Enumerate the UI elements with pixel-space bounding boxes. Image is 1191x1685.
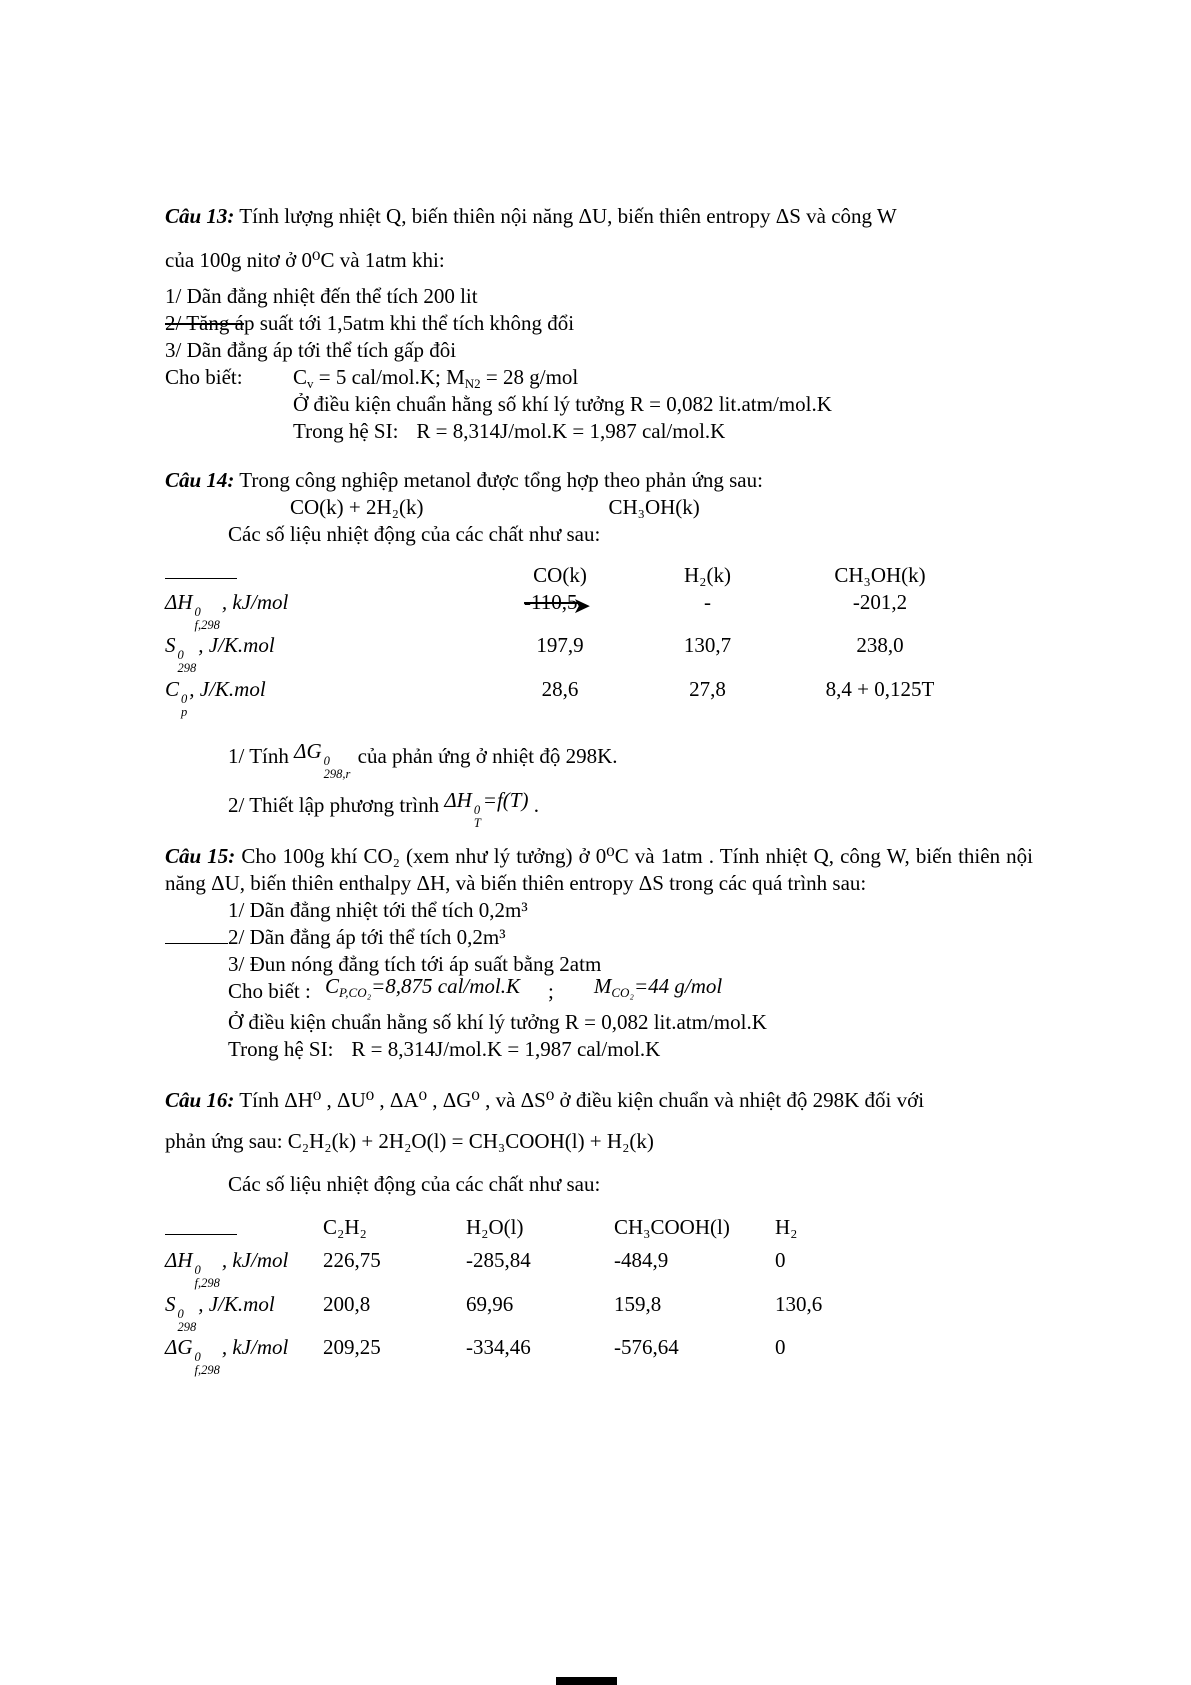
row-label-s: [165, 632, 480, 675]
math-sup: 0: [473, 803, 481, 817]
math-symbol: M: [593, 974, 612, 999]
math-unit: , J/K.mol: [198, 633, 275, 658]
table-row: [165, 1247, 1033, 1290]
cau13-cho-biet-label: Cho biết:: [165, 365, 243, 389]
math-symbol: ΔH: [165, 1248, 193, 1273]
math-unit: , kJ/mol: [221, 590, 289, 614]
cau16-table: [165, 1214, 1033, 1377]
row-label-dh: [165, 1247, 323, 1290]
table-header: H₂(k): [684, 563, 731, 587]
cau14-reaction: [165, 494, 1033, 521]
math-supsub: [195, 606, 220, 632]
cau15-body-text: Cho 100g khí CO₂ (xem như lý tưởng) ở 0⁰C và 1atm . Tính nhiệt Q, công W, biến thiên nội năng ΔU, biến thiên enthalpy ΔH, và biến thiên entropy ΔS trong các quá trình sau:: [165, 844, 1034, 896]
cau14-heading: [165, 467, 1033, 494]
cau13-si-line: [293, 418, 1033, 445]
math-supsub: [178, 1308, 197, 1334]
math-sub: T: [473, 816, 481, 831]
math-unit: , kJ/mol: [221, 1334, 289, 1359]
cau14-question-1: [228, 738, 1033, 786]
math-symbol: ΔG: [165, 1334, 193, 1359]
margin-rule: [165, 1234, 237, 1235]
cv-value-text: = 5 cal/mol.K; M: [313, 365, 465, 389]
math-sub: P,CO₂: [339, 985, 372, 1001]
table-cell: 130,6: [775, 1291, 823, 1316]
math-supsub: [195, 1264, 220, 1290]
math-unit: , J/K.mol: [198, 1291, 275, 1316]
cau13-si-value: R = 8,314J/mol.K = 1,987 cal/mol.K: [416, 419, 726, 443]
table-cell: [480, 589, 640, 619]
mn2-subscript: N2: [464, 376, 481, 391]
math-symbol: S: [165, 633, 176, 658]
page-content: [165, 203, 1033, 1377]
margin-rule: [165, 941, 228, 944]
math-sup: 0: [194, 1263, 201, 1278]
math-supsub: [474, 804, 481, 830]
cau13-label: Câu 13:: [165, 204, 235, 228]
math-symbol: ΔH: [165, 590, 193, 614]
margin-rule: [165, 578, 237, 579]
cau16-label: Câu 16:: [165, 1088, 235, 1113]
math-sub: 298,r: [323, 766, 351, 781]
cau15-item2-text: 2/ Dãn đẳng áp tới thể tích 0,2m³: [228, 925, 506, 950]
q2-pre-text: 2/ Thiết lập phương trình: [228, 793, 445, 817]
math-unit: , kJ/mol: [221, 1248, 289, 1273]
table-cell: 28,6: [541, 676, 579, 701]
cv-symbol: C: [293, 365, 308, 389]
table-header: CO(k): [533, 563, 587, 587]
cau15-label: Câu 15:: [165, 844, 236, 869]
table-row: [165, 632, 1033, 675]
cau14-data-intro: Các số liệu nhiệt động của các chất như sau:: [228, 522, 601, 546]
table-row: [165, 589, 1033, 632]
math-unit: , J/K.mol: [189, 676, 266, 701]
table-row: [165, 1334, 1033, 1377]
table-cell: 159,8: [614, 1291, 662, 1316]
strike-arrow-icon: ➤: [572, 594, 591, 619]
cau15-body: [165, 897, 1033, 1063]
table-cell: 209,25: [323, 1334, 381, 1359]
q1-pre-text: 1/ Tính: [228, 743, 295, 768]
row-label-dg: [165, 1334, 323, 1377]
cau14-table: [165, 562, 1033, 719]
cau13-item-1: 1/ Dãn đẳng nhiệt đến thể tích 200 lit: [165, 284, 478, 308]
math-sub: 298: [177, 661, 197, 676]
table-cell: 226,75: [323, 1248, 381, 1273]
table-cell: 130,7: [683, 633, 732, 658]
reaction-right: CH₃OH(k): [608, 495, 700, 519]
table-cell: 8,4 + 0,125T: [825, 676, 935, 701]
table-header-row: [165, 1214, 1033, 1247]
math-sub: 298: [177, 1319, 197, 1334]
table-cell: 27,8: [689, 676, 726, 701]
table-header: C₂H₂: [323, 1215, 367, 1240]
cau15-item-1: 1/ Dãn đẳng nhiệt tới thể tích 0,2m³: [228, 898, 528, 923]
table-cell: 238,0: [856, 633, 904, 658]
cau13-standard-line: Ở điều kiện chuẩn hằng số khí lý tưởng R = 0,082 lit.atm/mol.K: [293, 392, 832, 416]
cau14-question-2: [228, 788, 1033, 835]
row-label-s: [165, 1291, 323, 1334]
cau15-cho-biet-line: [228, 974, 1033, 1009]
cp-co2-math: [325, 973, 520, 1000]
math-sup: 0: [177, 1306, 184, 1321]
math-rest: =8,875 cal/mol.K: [371, 974, 521, 999]
cau15-heading: [165, 843, 1033, 897]
footer-mark: [556, 1677, 617, 1685]
table-header: CH₃OH(k): [834, 563, 926, 587]
table-cell: -334,46: [466, 1334, 531, 1359]
cau13-item-2: [165, 310, 1033, 337]
table-cell: 200,8: [323, 1291, 371, 1316]
cau15-standard-line: Ở điều kiện chuẩn hằng số khí lý tưởng R = 0,082 lit.atm/mol.K: [228, 1010, 767, 1035]
math-symbol: S: [165, 1291, 176, 1316]
cau13-cho-biet-line: [165, 364, 1033, 391]
table-cell: 0: [775, 1248, 786, 1273]
math-sub: f,298: [194, 1362, 220, 1377]
reaction-left: CO(k) + 2H₂(k): [290, 495, 424, 519]
cau16-heading: [165, 1087, 1033, 1114]
cau13-heading-line2: của 100g nitơ ở 0⁰C và 1atm khi:: [165, 248, 445, 272]
math-sup: 0: [194, 1349, 201, 1364]
dg-math: [294, 738, 352, 781]
cau16-heading-text: Tính ΔH⁰ , ΔU⁰ , ΔA⁰ , ΔG⁰ , và ΔS⁰ ở điều kiện chuẩn và nhiệt độ 298K đối với: [234, 1088, 925, 1113]
cau15-si-line: [228, 1036, 1033, 1063]
cau13-item-3: 3/ Dãn đẳng áp tới thể tích gấp đôi: [165, 338, 457, 362]
table-header: H₂O(l): [466, 1215, 524, 1240]
cau13-heading-text: Tính lượng nhiệt Q, biến thiên nội năng ΔU, biến thiên entropy ΔS và công W: [234, 204, 897, 228]
math-sup: 0: [194, 605, 201, 619]
math-supsub: [181, 693, 187, 719]
cau13-item2-rest-text: p suất tới 1,5atm khi thể tích không đổi: [243, 311, 575, 335]
math-supsub: [195, 1351, 220, 1377]
cau13-heading: [165, 203, 1033, 230]
math-supsub: [178, 649, 197, 675]
table-cell: 197,9: [536, 633, 584, 658]
table-cell: -: [704, 590, 711, 614]
table-cell: 0: [775, 1334, 786, 1359]
math-supsub: [324, 755, 351, 781]
math-sup: 0: [323, 753, 330, 768]
m-co2-math: [594, 973, 722, 1000]
math-sub: f,298: [194, 1276, 220, 1291]
math-sup: 0: [177, 648, 184, 663]
cau15-item-2: [165, 924, 1033, 951]
math-rest: =44 g/mol: [633, 974, 723, 999]
mn2-value-text: = 28 g/mol: [480, 365, 579, 389]
cau14-heading-text: Trong công nghiệp metanol được tổng hợp theo phản ứng sau:: [234, 468, 763, 492]
cau16-data-intro: Các số liệu nhiệt động của các chất như sau:: [228, 1172, 601, 1197]
table-cell: -576,64: [614, 1334, 679, 1359]
math-sup: 0: [181, 691, 188, 706]
math-sub: CO₂: [611, 985, 634, 1001]
cau13-si-label: Trong hệ SI:: [293, 419, 399, 443]
cau16-reaction-line: phản ứng sau: C₂H₂(k) + 2H₂O(l) = CH₃COOH(l) + H₂(k): [165, 1129, 654, 1154]
math-sub: f,298: [194, 618, 220, 633]
table-row: [165, 676, 1033, 719]
table-row: [165, 1291, 1033, 1334]
math-symbol: ΔH: [444, 788, 472, 812]
cau13-item2-struck-text: 2/ Tăng á: [165, 311, 244, 335]
q1-post-text: của phản ứng ở nhiệt độ 298K.: [352, 743, 618, 768]
math-sub: p: [181, 704, 188, 719]
table-header: H₂: [775, 1215, 798, 1240]
cau15-si-label: Trong hệ SI:: [228, 1037, 334, 1062]
table-header-row: [165, 562, 1033, 589]
dh-ft-math: [444, 787, 528, 830]
cau15-item-3: 3/ Đun nóng đẳng tích tới áp suất bằng 2atm: [228, 952, 602, 977]
q2-post-text: .: [528, 793, 539, 817]
math-rest: =f(T): [482, 788, 529, 812]
math-symbol: C: [325, 974, 340, 999]
table-cell: 69,96: [466, 1291, 514, 1316]
table-cell: -201,2: [852, 590, 908, 614]
cau15-si-value: R = 8,314J/mol.K = 1,987 cal/mol.K: [351, 1037, 661, 1062]
table-header: CH₃COOH(l): [614, 1215, 730, 1240]
math-symbol: ΔG: [294, 738, 322, 763]
table-cell: -484,9: [614, 1248, 669, 1273]
cau15-cho-biet-label: Cho biết :: [228, 979, 311, 1004]
cau14-label: Câu 14:: [165, 468, 235, 492]
cv-subscript: v: [307, 376, 314, 391]
row-label-dh: [165, 589, 480, 632]
math-symbol: C: [165, 676, 180, 701]
struck-value: -110,5: [524, 590, 578, 614]
table-cell: -285,84: [466, 1248, 531, 1273]
row-label-cp: [165, 676, 480, 719]
cau13-body: [165, 283, 1033, 445]
separator-text: ;: [548, 979, 554, 1004]
